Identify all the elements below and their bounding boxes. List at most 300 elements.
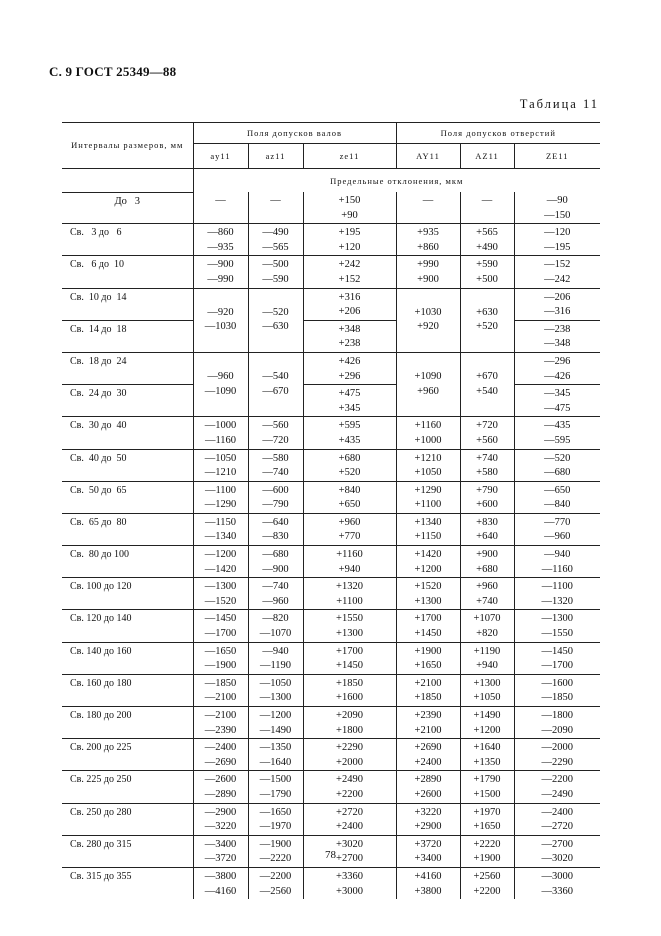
- lower-deviation: —1290: [204, 499, 237, 511]
- interval-label: До 3: [62, 192, 193, 224]
- upper-deviation: —120: [544, 227, 571, 239]
- table-caption: Таблица 11: [519, 97, 599, 111]
- value-cell: [303, 320, 396, 352]
- lower-deviation: +1900: [473, 853, 501, 865]
- value-cell: [193, 803, 248, 835]
- interval-label: Св. 200 до 225: [62, 739, 193, 771]
- value-cell: [303, 513, 396, 545]
- lower-deviation: —840: [544, 499, 571, 511]
- value-cell: [514, 417, 600, 449]
- value-cell: [396, 610, 460, 642]
- lower-deviation: [461, 209, 514, 224]
- lower-deviation: —720: [262, 434, 289, 446]
- value-cell: [396, 224, 460, 256]
- lower-deviation: +2200: [473, 885, 501, 897]
- lower-deviation: —1090: [204, 385, 237, 397]
- upper-deviation: —500: [262, 259, 289, 271]
- value-cell: [193, 867, 248, 899]
- value-cell: [514, 192, 600, 224]
- unit-header: Предельные отклонения, мкм: [193, 169, 600, 193]
- upper-deviation: —296: [544, 355, 571, 367]
- value-cell: [396, 352, 460, 416]
- lower-deviation: [397, 209, 460, 224]
- lower-deviation: +120: [338, 241, 361, 253]
- value-cell: [193, 771, 248, 803]
- interval-label: Св. 100 до 120: [62, 578, 193, 610]
- upper-deviation: —1200: [259, 710, 292, 721]
- lower-deviation: +580: [476, 467, 498, 479]
- value-cell: [396, 513, 460, 545]
- lower-deviation: —1340: [204, 531, 237, 543]
- upper-deviation: —1350: [259, 742, 292, 754]
- value-cell: [396, 674, 460, 706]
- upper-deviation: +990: [417, 259, 439, 271]
- upper-deviation: —1000: [204, 420, 237, 432]
- table-row: [62, 674, 600, 706]
- upper-deviation: —650: [544, 484, 571, 496]
- upper-deviation: +2720: [336, 806, 363, 818]
- lower-deviation: +1100: [414, 499, 442, 511]
- upper-deviation: —1100: [204, 484, 237, 496]
- value-cell: [303, 546, 396, 578]
- lower-deviation: +345: [338, 402, 361, 414]
- upper-deviation: +1490: [473, 710, 501, 721]
- upper-deviation: —3800: [204, 870, 237, 882]
- lower-deviation: +2600: [414, 788, 442, 800]
- upper-deviation: —2600: [204, 774, 237, 786]
- upper-deviation: +1900: [414, 645, 442, 657]
- table-row: [62, 449, 600, 481]
- lower-deviation: +3000: [336, 885, 363, 897]
- lower-deviation: —3220: [204, 821, 237, 833]
- upper-deviation: +2290: [336, 742, 363, 754]
- upper-deviation: —1100: [541, 581, 573, 593]
- interval-label: Св. 18 до 24: [62, 352, 193, 384]
- lower-deviation: —1320: [541, 595, 574, 607]
- upper-deviation: —860: [207, 227, 234, 239]
- value-cell: [193, 739, 248, 771]
- upper-deviation: +1290: [414, 484, 442, 496]
- value-cell: [460, 224, 514, 256]
- lower-deviation: +640: [476, 531, 498, 543]
- lower-deviation: —2560: [259, 885, 292, 897]
- upper-deviation: +790: [476, 484, 498, 496]
- upper-deviation: —1150: [204, 516, 237, 528]
- upper-deviation: +1550: [336, 613, 363, 625]
- value-cell: [193, 449, 248, 481]
- value-cell: [396, 578, 460, 610]
- value-cell: [248, 707, 303, 739]
- lower-deviation: —960: [262, 595, 289, 607]
- interval-label: Св. 225 до 250: [62, 771, 193, 803]
- lower-deviation: —1550: [541, 628, 574, 640]
- upper-deviation: —1300: [541, 613, 574, 625]
- lower-deviation: —1160: [541, 563, 573, 575]
- upper-deviation: —1050: [204, 452, 237, 464]
- upper-deviation: —238: [544, 323, 571, 335]
- value-cell: [303, 256, 396, 288]
- upper-deviation: +3720: [414, 838, 442, 850]
- lower-deviation: +2400: [414, 756, 442, 768]
- upper-deviation: +1320: [336, 581, 363, 593]
- value-cell: [460, 771, 514, 803]
- lower-deviation: —1970: [259, 821, 292, 833]
- upper-deviation: —1600: [541, 677, 574, 689]
- upper-deviation: +348: [338, 323, 361, 335]
- upper-deviation: +1190: [473, 645, 501, 657]
- interval-label: Св. 14 до 18: [62, 320, 193, 352]
- lower-deviation: +1500: [473, 788, 501, 800]
- interval-label: Св. 80 до 100: [62, 546, 193, 578]
- upper-deviation: —2100: [204, 710, 237, 721]
- upper-deviation: +900: [476, 549, 498, 561]
- lower-deviation: +1100: [336, 595, 363, 607]
- value-cell: [460, 707, 514, 739]
- lower-deviation: —426: [544, 370, 571, 382]
- upper-deviation: —520: [262, 306, 289, 318]
- value-cell: [248, 610, 303, 642]
- table-row: [62, 288, 600, 320]
- value-cell: [460, 417, 514, 449]
- upper-deviation: —940: [544, 549, 571, 561]
- value-cell: [248, 803, 303, 835]
- col-ay11: ay11: [193, 144, 248, 169]
- value-cell: [193, 674, 248, 706]
- value-cell: [303, 352, 396, 384]
- lower-deviation: +1350: [473, 756, 501, 768]
- value-cell: [460, 256, 514, 288]
- value-cell: [193, 578, 248, 610]
- lower-deviation: +940: [338, 563, 361, 575]
- upper-deviation: —900: [207, 259, 234, 271]
- interval-label: Св. 280 до 315: [62, 835, 193, 867]
- interval-label: Св. 180 до 200: [62, 707, 193, 739]
- lower-deviation: +2400: [336, 821, 363, 833]
- upper-deviation: +840: [338, 484, 361, 496]
- lower-deviation: +560: [476, 434, 498, 446]
- lower-deviation: +90: [341, 209, 358, 221]
- value-cell: [460, 192, 514, 224]
- upper-deviation: +1210: [414, 452, 442, 464]
- upper-deviation: —2700: [541, 838, 574, 850]
- upper-deviation: +720: [476, 420, 498, 432]
- value-cell: [514, 256, 600, 288]
- lower-deviation: —3360: [541, 885, 574, 897]
- lower-deviation: —670: [262, 385, 289, 397]
- upper-deviation: +1300: [473, 677, 501, 689]
- value-cell: [460, 739, 514, 771]
- upper-deviation: —345: [544, 388, 571, 400]
- lower-deviation: +2100: [414, 724, 442, 736]
- lower-deviation: —960: [544, 531, 571, 543]
- upper-deviation: —640: [262, 516, 289, 528]
- lower-deviation: —2390: [204, 724, 237, 736]
- value-cell: [460, 867, 514, 899]
- value-cell: [396, 707, 460, 739]
- value-cell: [396, 867, 460, 899]
- value-cell: [193, 707, 248, 739]
- value-cell: [248, 642, 303, 674]
- lower-deviation: —1160: [204, 434, 237, 446]
- lower-deviation: —1900: [204, 660, 237, 672]
- value-cell: [460, 674, 514, 706]
- upper-deviation: +680: [338, 452, 361, 464]
- value-cell: [193, 352, 248, 416]
- value-cell: [303, 867, 396, 899]
- upper-deviation: +1970: [473, 806, 501, 818]
- value-cell: [514, 288, 600, 320]
- shafts-header: Поля допусков валов: [193, 123, 396, 144]
- value-cell: [248, 867, 303, 899]
- lower-deviation: —2100: [204, 692, 237, 704]
- upper-deviation: —: [270, 195, 281, 206]
- value-cell: [193, 192, 248, 224]
- lower-deviation: +1450: [414, 628, 442, 640]
- upper-deviation: +830: [476, 516, 498, 528]
- lower-deviation: —630: [262, 321, 289, 333]
- lower-deviation: —1700: [204, 628, 237, 640]
- table-row: [62, 513, 600, 545]
- interval-label: Св. 160 до 180: [62, 674, 193, 706]
- table-row: [62, 578, 600, 610]
- upper-deviation: +595: [338, 420, 361, 432]
- value-cell: [193, 288, 248, 352]
- upper-deviation: —2200: [541, 774, 574, 786]
- page-number: 78: [325, 849, 336, 861]
- upper-deviation: —1800: [541, 710, 574, 721]
- col-ze11: ze11: [303, 144, 396, 169]
- col-AY11: AY11: [396, 144, 460, 169]
- lower-deviation: +3800: [414, 885, 442, 897]
- upper-deviation: —560: [262, 420, 289, 432]
- upper-deviation: +4160: [414, 870, 442, 882]
- lower-deviation: —830: [262, 531, 289, 543]
- lower-deviation: —2720: [541, 821, 574, 833]
- value-cell: [248, 352, 303, 416]
- value-cell: [248, 674, 303, 706]
- value-cell: [248, 771, 303, 803]
- upper-deviation: +1090: [414, 371, 442, 383]
- value-cell: [514, 771, 600, 803]
- lower-deviation: —4160: [204, 885, 237, 897]
- tolerance-table: [62, 122, 600, 899]
- lower-deviation: —1030: [204, 321, 237, 333]
- interval-label: Св. 3 до 6: [62, 224, 193, 256]
- upper-deviation: —1450: [204, 613, 237, 625]
- value-cell: [514, 352, 600, 384]
- value-cell: [396, 803, 460, 835]
- value-cell: [514, 642, 600, 674]
- value-cell: [514, 867, 600, 899]
- lower-deviation: +1650: [414, 660, 442, 672]
- table-row: [62, 224, 600, 256]
- lower-deviation: —3020: [541, 853, 574, 865]
- lower-deviation: —2890: [204, 788, 237, 800]
- upper-deviation: +2490: [336, 774, 363, 786]
- upper-deviation: +1420: [414, 549, 442, 561]
- upper-deviation: —520: [544, 452, 571, 464]
- value-cell: [514, 578, 600, 610]
- table-row: [62, 481, 600, 513]
- upper-deviation: +960: [338, 516, 361, 528]
- value-cell: [248, 739, 303, 771]
- table-row: [62, 739, 600, 771]
- col-az11: az11: [248, 144, 303, 169]
- lower-deviation: +152: [338, 273, 361, 285]
- lower-deviation: —1210: [204, 467, 237, 479]
- upper-deviation: +1160: [336, 549, 363, 561]
- lower-deviation: —1700: [541, 660, 574, 672]
- lower-deviation: —900: [262, 563, 289, 575]
- lower-deviation: +1450: [336, 660, 363, 672]
- value-cell: [460, 642, 514, 674]
- upper-deviation: +1070: [473, 613, 501, 625]
- upper-deviation: +960: [476, 581, 498, 593]
- value-cell: [193, 224, 248, 256]
- upper-deviation: —680: [262, 549, 289, 561]
- lower-deviation: —195: [544, 241, 571, 253]
- lower-deviation: +1600: [336, 692, 363, 704]
- lower-deviation: —2290: [541, 756, 574, 768]
- value-cell: [248, 256, 303, 288]
- lower-deviation: +520: [476, 321, 498, 333]
- upper-deviation: +3020: [336, 838, 363, 850]
- value-cell: [514, 803, 600, 835]
- table-row: [62, 803, 600, 835]
- upper-deviation: +1030: [414, 306, 442, 318]
- upper-deviation: —2400: [541, 806, 574, 818]
- interval-label: Св. 24 до 30: [62, 385, 193, 417]
- value-cell: [396, 642, 460, 674]
- value-cell: [303, 192, 396, 224]
- lower-deviation: +490: [476, 241, 498, 253]
- upper-deviation: —: [215, 195, 226, 206]
- upper-deviation: —2200: [259, 870, 292, 882]
- value-cell: [193, 481, 248, 513]
- upper-deviation: —1650: [204, 645, 237, 657]
- lower-deviation: +1300: [336, 628, 363, 640]
- lower-deviation: +940: [476, 660, 498, 672]
- lower-deviation: +1200: [414, 563, 442, 575]
- lower-deviation: —1850: [541, 692, 574, 704]
- table-row: [62, 385, 600, 417]
- upper-deviation: —1850: [204, 677, 237, 689]
- upper-deviation: +426: [338, 355, 361, 367]
- upper-deviation: +2560: [473, 870, 501, 882]
- value-cell: [303, 481, 396, 513]
- value-cell: [460, 513, 514, 545]
- value-cell: [248, 513, 303, 545]
- value-cell: [303, 674, 396, 706]
- table-row: [62, 192, 600, 224]
- lower-deviation: —595: [544, 434, 571, 446]
- table-row: [62, 320, 600, 352]
- lower-deviation: +2900: [414, 821, 442, 833]
- lower-deviation: +500: [476, 273, 498, 285]
- upper-deviation: +2100: [414, 677, 442, 689]
- value-cell: [514, 739, 600, 771]
- table-row: [62, 417, 600, 449]
- lower-deviation: —316: [544, 306, 571, 318]
- table-row: [62, 256, 600, 288]
- upper-deviation: —1300: [204, 581, 237, 593]
- upper-deviation: —740: [262, 581, 289, 593]
- lower-deviation: —680: [544, 467, 571, 479]
- upper-deviation: —90: [546, 195, 568, 206]
- value-cell: [396, 739, 460, 771]
- value-cell: [248, 417, 303, 449]
- upper-deviation: +740: [476, 452, 498, 464]
- value-cell: [248, 546, 303, 578]
- upper-deviation: —2400: [204, 742, 237, 754]
- lower-deviation: +296: [338, 370, 361, 382]
- upper-deviation: +590: [476, 259, 498, 271]
- upper-deviation: —1450: [541, 645, 574, 657]
- lower-deviation: +1050: [473, 692, 501, 704]
- lower-deviation: —1190: [259, 660, 292, 672]
- table-row: [62, 546, 600, 578]
- lower-deviation: +435: [338, 434, 361, 446]
- holes-header: Поля допусков отверстий: [396, 123, 600, 144]
- value-cell: [303, 803, 396, 835]
- upper-deviation: +316: [338, 291, 361, 303]
- value-cell: [303, 739, 396, 771]
- upper-deviation: +1520: [414, 581, 442, 593]
- upper-deviation: —2000: [541, 742, 574, 754]
- col-AZ11: AZ11: [460, 144, 514, 169]
- lower-deviation: +238: [338, 338, 361, 350]
- lower-deviation: —3720: [204, 853, 237, 865]
- upper-deviation: —206: [544, 291, 571, 303]
- value-cell: [396, 481, 460, 513]
- lower-deviation: —1070: [259, 628, 292, 640]
- table-row: [62, 610, 600, 642]
- value-cell: [514, 320, 600, 352]
- lower-deviation: +1850: [414, 692, 442, 704]
- value-cell: [514, 674, 600, 706]
- value-cell: [248, 288, 303, 352]
- value-cell: [514, 224, 600, 256]
- upper-deviation: —2900: [204, 806, 237, 818]
- lower-deviation: —1520: [204, 595, 237, 607]
- value-cell: [460, 481, 514, 513]
- upper-deviation: —152: [544, 259, 571, 271]
- lower-deviation: +2000: [336, 756, 363, 768]
- upper-deviation: +2690: [414, 742, 442, 754]
- lower-deviation: +1650: [473, 821, 501, 833]
- upper-deviation: —580: [262, 452, 289, 464]
- lower-deviation: +520: [338, 467, 361, 479]
- upper-deviation: —940: [262, 645, 289, 657]
- lower-deviation: —1640: [259, 756, 292, 768]
- value-cell: [396, 192, 460, 224]
- page-header: С. 9 ГОСТ 25349—88: [49, 64, 177, 79]
- upper-deviation: +3220: [414, 806, 442, 818]
- upper-deviation: —1650: [259, 806, 292, 818]
- value-cell: [303, 385, 396, 417]
- lower-deviation: +1300: [414, 595, 442, 607]
- lower-deviation: —2220: [259, 853, 292, 865]
- upper-deviation: +195: [338, 227, 361, 239]
- value-cell: [193, 642, 248, 674]
- upper-deviation: +2220: [473, 838, 501, 850]
- value-cell: [460, 546, 514, 578]
- interval-label: Св. 315 до 355: [62, 867, 193, 899]
- value-cell: [303, 288, 396, 320]
- table-row: [62, 771, 600, 803]
- value-cell: [303, 642, 396, 674]
- value-cell: [248, 578, 303, 610]
